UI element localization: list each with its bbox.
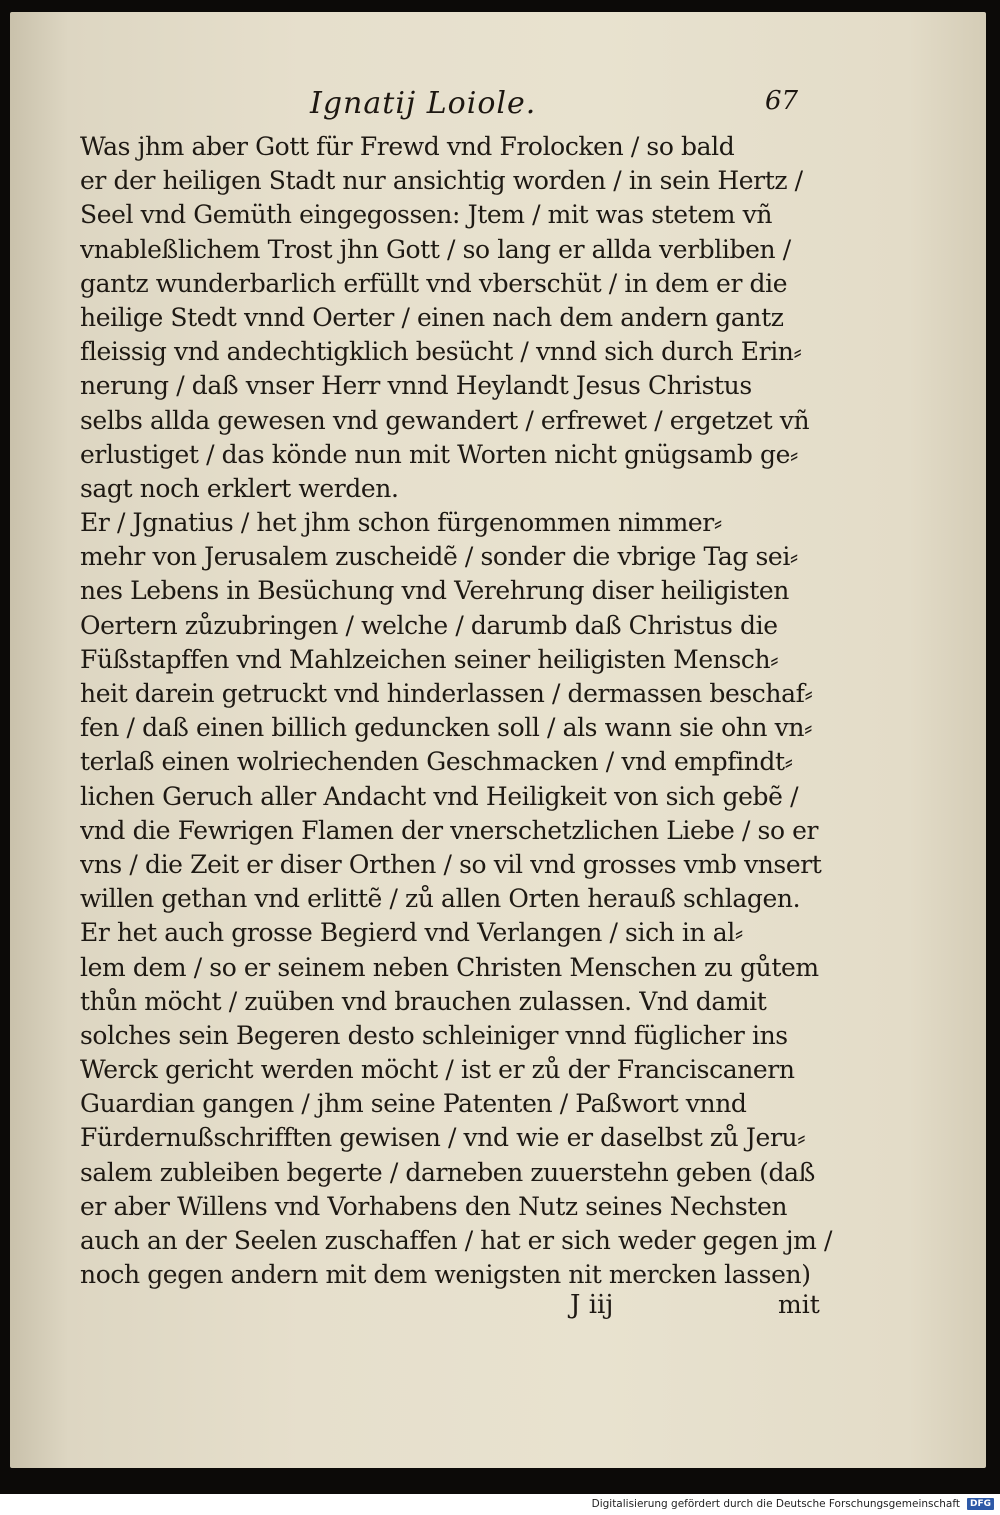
book-page: [10, 12, 986, 1468]
text-line: Fürdernußschrifften gewisen / vnd wie er daselbst zů Jeru⸗: [80, 1123, 806, 1153]
text-line: selbs allda gewesen vnd gewandert / erfrewet / ergetzet vñ: [80, 405, 810, 435]
text-line: gantz wunderbarlich erfüllt vnd vberschüt / in dem er die: [80, 268, 788, 298]
page-footer: [10, 1290, 986, 1330]
credit-bar: [0, 1494, 1000, 1515]
dfg-logo-icon: DFG: [967, 1498, 994, 1510]
text-line: thůn möcht / zuüben vnd brauchen zulassen. Vnd damit: [80, 986, 767, 1016]
text-line: erlustiget / das könde nun mit Worten nicht gnügsamb ge⸗: [80, 439, 798, 469]
page-header: [10, 82, 986, 128]
text-line: nerung / daß vnser Herr vnnd Heylandt Jesus Christus: [80, 371, 752, 401]
text-line: mehr von Jerusalem zuscheidẽ / sonder die vbrige Tag sei⸗: [80, 542, 798, 572]
text-line: willen gethan vnd erlittẽ / zů allen Orten herauß schlagen.: [80, 884, 801, 914]
text-line: heilige Stedt vnnd Oerter / einen nach dem andern gantz: [80, 302, 784, 332]
text-line: er der heiligen Stadt nur ansichtig worden / in sein Hertz /: [80, 166, 803, 196]
text-line: lem dem / so er seinem neben Christen Menschen zu gůtem: [80, 952, 819, 982]
text-line: sagt noch erklert werden.: [80, 473, 399, 503]
text-line: auch an der Seelen zuschaffen / hat er sich weder gegen jm /: [80, 1226, 833, 1255]
text-line: vns / die Zeit er diser Orthen / so vil vnd grosses vmb vnsert: [80, 849, 822, 879]
text-line: vnableßlichem Trost jhn Gott / so lang er allda verbliben /: [80, 234, 791, 264]
body-text: [80, 130, 840, 1292]
text-line: salem zubleiben begerte / darneben zuuerstehn geben (daß: [80, 1157, 815, 1187]
text-line: fleissig vnd andechtigklich besücht / vnnd sich durch Erin⸗: [80, 337, 802, 367]
text-line: nes Lebens in Besüchung vnd Verehrung diser heiligisten: [80, 576, 789, 606]
text-line: Was jhm aber Gott für Frewd vnd Frolocken / so bald: [80, 132, 735, 161]
text-line: Er / Jgnatius / het jhm schon fürgenommen nimmer⸗: [80, 508, 722, 538]
text-line: Seel vnd Gemüth eingegossen: Jtem / mit was stetem vñ: [80, 200, 773, 230]
text-line: solches sein Begeren desto schleiniger vnnd füglicher ins: [80, 1020, 788, 1050]
page-number: 67: [765, 86, 799, 116]
signature-mark: J iij: [570, 1290, 614, 1320]
text-line: Werck gericht werden möcht / ist er zů der Franciscanern: [80, 1055, 795, 1085]
text-line: vnd die Fewrigen Flamen der vnerschetzlichen Liebe / so er: [80, 815, 819, 845]
text-line: fen / daß einen billich geduncken soll / als wann sie ohn vn⸗: [80, 713, 813, 743]
text-line: Er het auch grosse Begierd vnd Verlangen / sich in al⸗: [80, 918, 743, 948]
catchword: mit: [778, 1290, 820, 1319]
text-line: er aber Willens vnd Vorhabens den Nutz seines Nechsten: [80, 1191, 788, 1221]
funding-credit: Digitalisierung gefördert durch die Deutsche Forschungsgemeinschaft: [591, 1498, 960, 1510]
running-head: Ignatij Loiole.: [310, 86, 537, 121]
text-line: heit darein getruckt vnd hinderlassen / dermassen beschaf⸗: [80, 679, 813, 708]
text-line: noch gegen andern mit dem wenigsten nit mercken lassen): [80, 1260, 811, 1290]
text-line: Guardian gangen / jhm seine Patenten / Paßwort vnnd: [80, 1089, 747, 1119]
text-line: Füßstapffen vnd Mahlzeichen seiner heiligisten Mensch⸗: [80, 644, 779, 674]
text-line: lichen Geruch aller Andacht vnd Heiligkeit von sich gebẽ /: [80, 781, 799, 811]
text-line: Oertern zůzubringen / welche / darumb daß Christus die: [80, 610, 778, 640]
text-line: terlaß einen wolriechenden Geschmacken / vnd empfindt⸗: [80, 747, 793, 777]
